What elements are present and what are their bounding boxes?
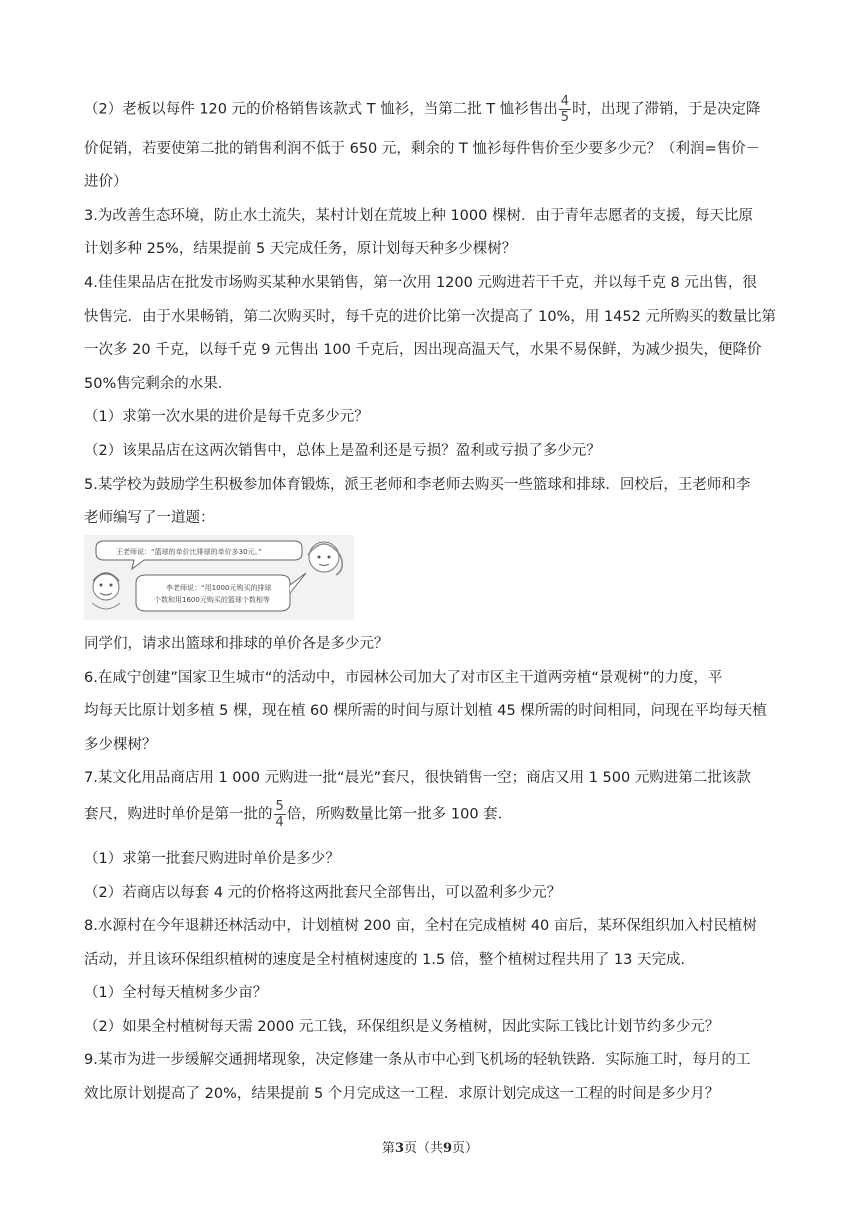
text-line: 9.某市为进一步缓解交通拥堵现象，决定修建一条从市中心到飞机场的轻轨铁路．实际施工时，每月的工 — [84, 1052, 751, 1068]
text-line: 3.为改善生态环境，防止水土流失，某村计划在荒坡上种 1000 棵树．由于青年志愿者的支援，每天比原 — [84, 208, 753, 224]
text-line: 5.某学校为鼓励学生积极参加体育锻炼，派王老师和李老师去购买一些篮球和排球．回校后，王老师和李 — [84, 477, 751, 493]
text-line: （2）老板以每件 120 元的价格销售该款式 T 恤衫，当第二批 T 恤衫售出 $\frac{4}{5}$ 时，出现了滞销，于是决定降 — [84, 94, 761, 125]
bubble-text: 李老师说：“用1000元购买的排球 — [166, 584, 272, 592]
text-line: 快售完．由于水果畅销，第二次购买时，每千克的进价比第一次提高了 10%，用 1452 元所购买的数量比第 — [84, 309, 776, 325]
total-page-number: 9 — [443, 1141, 453, 1156]
text-line: 同学们，请求出篮球和排球的单价各是多少元？ — [84, 636, 389, 652]
text-line: 一次多 20 千克，以每千克 9 元售出 100 千克后，因出现高温天气，水果不易保鲜，为减少损失，便降价 — [84, 342, 762, 358]
text-line: 活动，并且该环保组织植树的速度是全村植树速度的 1.5 倍，整个植树过程共用了 13 天完成． — [84, 952, 695, 968]
text-line: （1）全村每天植树多少亩？ — [84, 985, 268, 1001]
text-line: 老师编写了一道题： — [84, 510, 215, 526]
bubble-text: 王老师说：“篮球的单价比排球的单价多30元。” — [116, 548, 262, 556]
text-line: 均每天比原计划多植 5 棵，现在植 60 棵所需的时间与原计划植 45 棵所需的时间相同，问现在平均每天植 — [84, 703, 767, 719]
speech-bubble-li — [136, 573, 306, 611]
text-line: （1）求第一批套尺购进时单价是多少？ — [84, 851, 340, 867]
teachers-illustration — [84, 535, 354, 620]
text-line: 6.在咸宁创建”国家卫生城市“的活动中，市园林公司加大了对市区主干道两旁植“景观树”的力度，平 — [84, 670, 723, 686]
fraction: $\frac{5}{4}$ — [275, 799, 284, 830]
text-line: 套尺，购进时单价是第一批的 $\frac{5}{4}$ 倍，所购数量比第一批多 100 套． — [84, 799, 513, 830]
text-line: 价促销，若要使第二批的销售利润不低于 650 元，剩余的 T 恤衫每件售价至少要多少元？（利润=售价－ — [84, 141, 761, 157]
fraction: $\frac{4}{5}$ — [560, 94, 570, 125]
text-line: 8.水源村在今年退耕还林活动中，计划植树 200 亩，全村在完成植树 40 亩后，某环保组织加入村民植树 — [84, 918, 757, 934]
text-line: （1）求第一次水果的进价是每千克多少元？ — [84, 409, 369, 425]
text-line: （2）该果品店在这两次销售中，总体上是盈利还是亏损？盈利或亏损了多少元？ — [84, 443, 601, 459]
bubble-text: 个数和用1600元购买的篮球个数相等 — [154, 596, 270, 604]
current-page-number: 3 — [394, 1141, 404, 1156]
text-line: （2）若商店以每套 4 元的价格将这两批套尺全部售出，可以盈利多少元？ — [84, 885, 562, 901]
text-line: 效比原计划提高了 20%，结果提前 5 个月完成这一工程．求原计划完成这一工程的时间是多少月？ — [84, 1086, 720, 1102]
text-line: （2）如果全村植树每天需 2000 元工钱，环保组织是义务植树，因此实际工钱比计划节约多少元？ — [84, 1019, 720, 1035]
text-line: 7.某文化用品商店用 1 000 元购进一批“晨光”套尺，很快销售一空；商店又用 1 500 元购进第二批该款 — [84, 770, 751, 786]
text-line: 4.佳佳果品店在批发市场购买某种水果销售，第一次用 1200 元购进若干千克，并以每千克 8 元出售，很 — [84, 275, 757, 291]
text-line: 进价） — [84, 174, 128, 190]
text-line: 计划多种 25%，结果提前 5 天完成任务，原计划每天种多少棵树？ — [84, 241, 517, 257]
text-line: 多少棵树？ — [84, 737, 157, 753]
text-line: 50%售完剩余的水果． — [84, 376, 233, 392]
page-footer: 第3页（共9页） — [381, 1141, 479, 1156]
